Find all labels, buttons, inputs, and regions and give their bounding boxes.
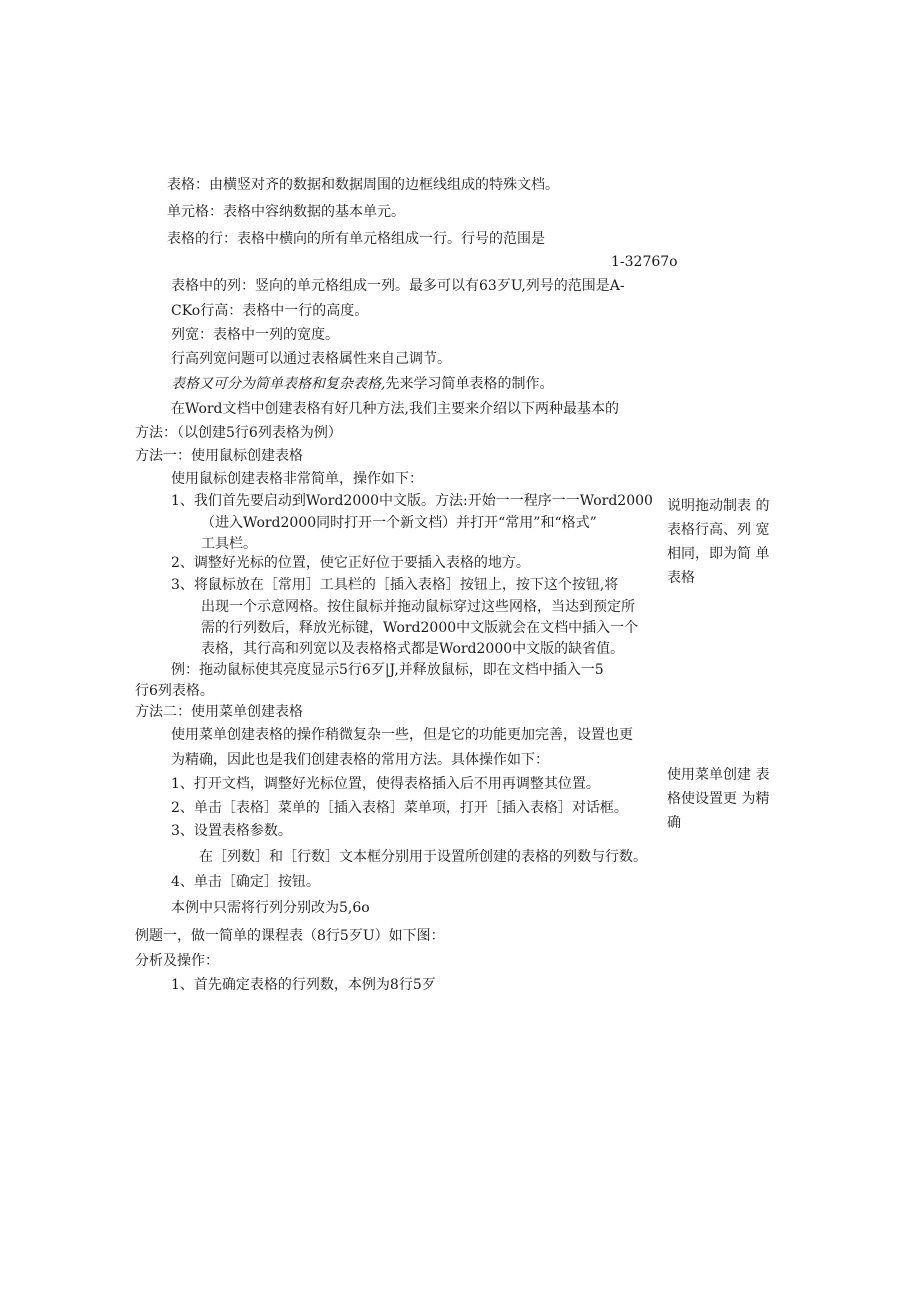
margin-note-line: 表格行高、列 宽 xyxy=(667,522,770,538)
definition-row-height: CKo行高：表格中一行的高度。 xyxy=(171,303,369,319)
method-one-heading: 方法一：使用鼠标创建表格 xyxy=(135,448,303,464)
method-two-heading: 方法二：使用菜单创建表格 xyxy=(135,704,303,720)
step-3-cont: 出现一个示意网格。按住鼠标并拖动鼠标穿过这些网格，当达到预定所 xyxy=(201,599,635,615)
definition-table: 表格：由横竖对齐的数据和数据周围的边框线组成的特殊文档。 xyxy=(167,177,559,193)
margin-note-line: 格使设置更 为精 xyxy=(667,791,770,807)
row-range-value: 1-32767o xyxy=(611,254,678,270)
menu-step-3-detail: 在［列数］和［行数］文本框分别用于设置所创建的表格的列数与行数。 xyxy=(199,849,647,865)
definition-row: 表格的行：表格中横向的所有单元格组成一行。行号的范围是 xyxy=(167,231,545,247)
menu-step-3: 3、设置表格参数。 xyxy=(171,823,292,839)
menu-step-4: 4、单击［确定］按钮。 xyxy=(171,874,320,890)
step-3-cont-3: 表格，其行高和列宽以及表格格式都是Word2000中文版的缺省值。 xyxy=(201,641,625,657)
analysis-heading: 分析及操作： xyxy=(135,953,219,969)
margin-note-menu xyxy=(667,763,769,835)
margin-note-line: 相同，即为简 单 xyxy=(667,546,770,562)
step-1: 1、我们首先要启动到Word2000中文版。方法:开始一一程序一一Word2000 xyxy=(171,493,653,509)
menu-step-1: 1、打开文档，调整好光标位置，使得表格插入后不用再调整其位置。 xyxy=(171,776,600,792)
method-two-intro: 使用菜单创建表格的操作稍微复杂一些，但是它的功能更加完善，设置也更 xyxy=(171,727,633,743)
table-types-rest: 先来学习简单表格的制作。 xyxy=(385,376,554,392)
exercise-one-heading: 例题一，做一简单的课程表（8行5歹U）如下图： xyxy=(135,928,445,944)
definition-column: 表格中的列：竖向的单元格组成一列。最多可以有63歹U,列号的范围是A- xyxy=(171,278,625,294)
step-3-cont-2: 需的行列数后，释放光标键，Word2000中文版就会在文档中插入一个 xyxy=(201,620,639,636)
menu-step-2: 2、单击［表格］菜单的［插入表格］菜单项，打开［插入表格］对话框。 xyxy=(171,800,628,816)
margin-note-line: 确 xyxy=(667,815,681,831)
analysis-step-1: 1、首先确定表格的行列数，本例为8行5歹 xyxy=(171,977,436,993)
margin-note-line: 使用菜单创建 表 xyxy=(667,767,770,783)
definition-cell: 单元格：表格中容纳数据的基本单元。 xyxy=(167,204,405,220)
margin-note-line: 表格 xyxy=(667,570,695,586)
example-summary: 本例中只需将行列分别改为5,6o xyxy=(171,900,370,916)
table-types-line xyxy=(171,374,553,394)
methods-intro: 在Word文档中创建表格有好几种方法,我们主要来介绍以下两种最基本的 xyxy=(171,401,619,417)
definition-column-width: 列宽：表格中一列的宽度。 xyxy=(171,327,339,343)
example-drag: 例：拖动鼠标使其亮度显示5行6歹|J,并释放鼠标，即在文档中插入一5 xyxy=(171,662,604,678)
step-1-cont: （进入Word2000同时打开一个新文档）并打开“常用”和“格式” xyxy=(201,515,597,531)
step-2: 2、调整好光标的位置，使它正好位于要插入表格的地方。 xyxy=(171,555,530,571)
margin-note-line: 说明拖动制表 的 xyxy=(667,498,770,514)
example-drag-cont: 行6列表格。 xyxy=(135,683,214,699)
methods-intro-cont: 方法：（以创建5行6列表格为例） xyxy=(135,425,342,441)
step-3: 3、将鼠标放在［常用］工具栏的［插入表格］按钮上，按下这个按钮,将 xyxy=(171,577,619,593)
method-two-intro-cont: 为精确，因此也是我们创建表格的常用方法。具体操作如下： xyxy=(171,752,549,768)
margin-note-drag xyxy=(667,494,769,590)
step-1-cont-2: 工具栏。 xyxy=(201,536,257,552)
adjust-note: 行高列宽问题可以通过表格属性来自己调节。 xyxy=(171,351,451,367)
method-one-intro: 使用鼠标创建表格非常简单，操作如下： xyxy=(171,471,423,487)
table-types-italic: 表格又可分为简单表格和复杂表格, xyxy=(171,376,386,392)
